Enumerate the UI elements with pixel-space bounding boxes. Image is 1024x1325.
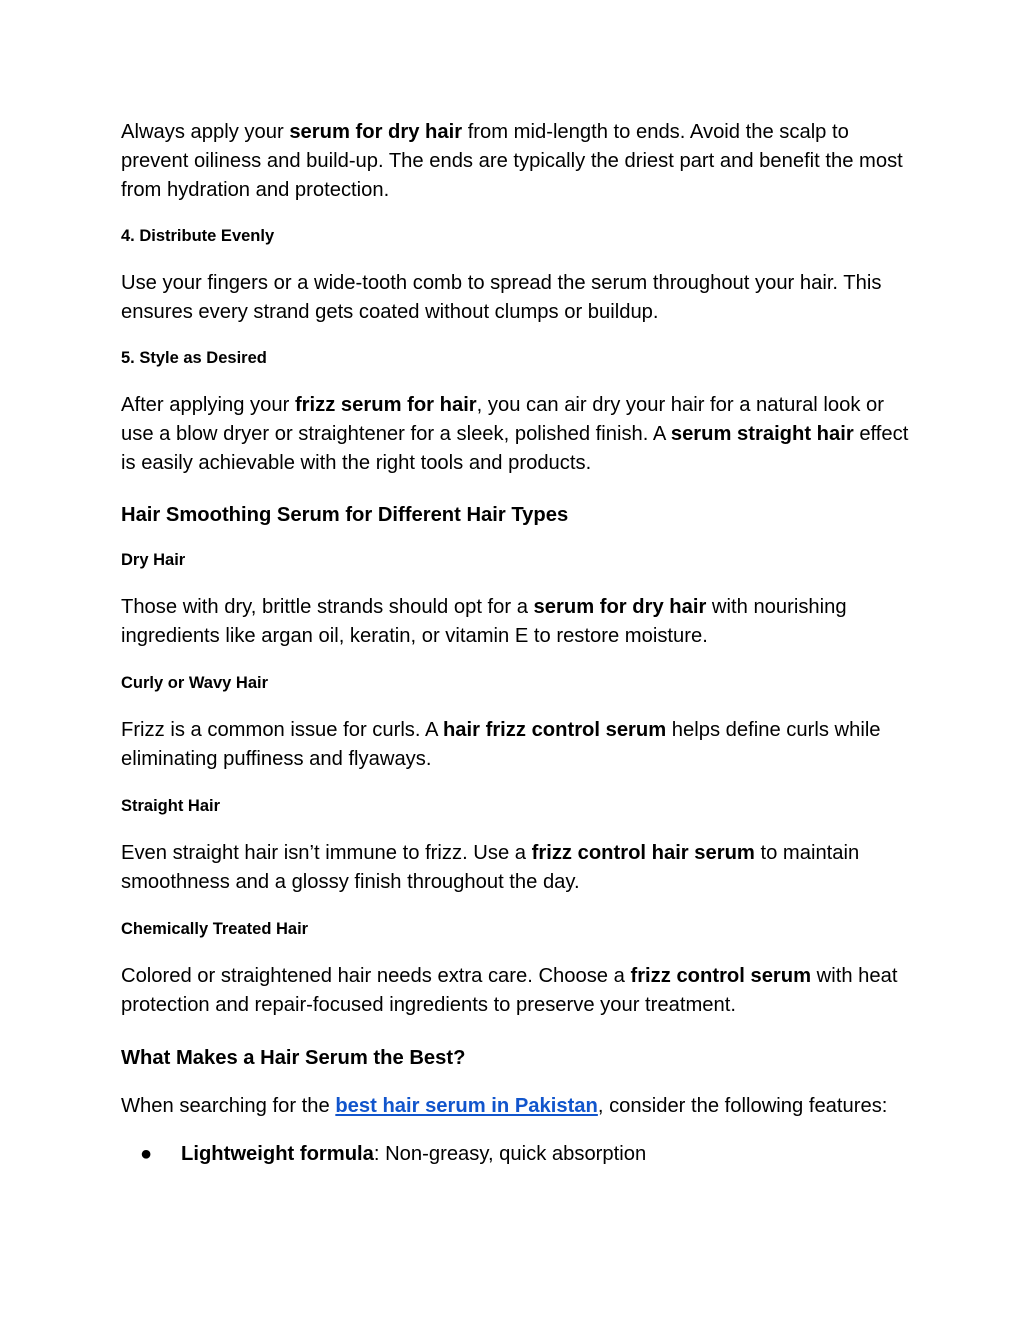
section-heading-best-serum: What Makes a Hair Serum the Best? <box>121 1047 466 1069</box>
text: Colored or straightened hair needs extra care. Choose a <box>121 965 631 987</box>
text: When searching for the <box>121 1095 336 1117</box>
text: , you can air dry your hair for a natural look or use a blow dryer or straightener for a sleek, polished finish. A <box>121 394 884 445</box>
text: Always apply your <box>121 121 290 143</box>
paragraph-style <box>121 391 911 478</box>
bold-term: frizz serum for hair <box>294 394 477 416</box>
bold-term: frizz control hair serum <box>531 842 755 864</box>
text: Use your fingers or a wide-tooth comb to spread the serum throughout your hair. This ensures every strand gets coated without clumps or buildup. <box>121 272 882 323</box>
bullet-icon: ● <box>140 1143 153 1165</box>
subheading-curly-hair: Curly or Wavy Hair <box>121 674 269 692</box>
bold-term: serum straight hair <box>670 423 854 445</box>
bullet-label: Lightweight formula <box>181 1143 374 1165</box>
subheading-dry-hair: Dry Hair <box>121 551 186 569</box>
text: After applying your <box>121 394 295 416</box>
bold-term: serum for dry hair <box>533 596 707 618</box>
document-page <box>121 118 911 1169</box>
text: with nourishing ingredients like argan oil, keratin, or vitamin E to restore moisture. <box>121 596 847 647</box>
step-heading-distribute: 4. Distribute Evenly <box>121 227 275 245</box>
paragraph-straight-hair <box>121 839 911 897</box>
subheading-straight-hair: Straight Hair <box>121 797 221 815</box>
bold-term: serum for dry hair <box>289 121 463 143</box>
text: Even straight hair isn’t immune to frizz. Use a <box>121 842 532 864</box>
paragraph-chemically-treated <box>121 962 911 1020</box>
bold-term: frizz control serum <box>630 965 812 987</box>
text: Those with dry, brittle strands should opt for a <box>121 596 534 618</box>
bullet-text: : Non-greasy, quick absorption <box>373 1143 647 1165</box>
paragraph-best-serum <box>121 1092 911 1121</box>
paragraph-distribute <box>121 269 911 327</box>
paragraph-curly-hair <box>121 716 911 774</box>
best-hair-serum-link[interactable]: best hair serum in Pakistan <box>335 1095 598 1117</box>
text: helps define curls while eliminating puffiness and flyaways. <box>121 719 881 770</box>
bold-term: hair frizz control serum <box>442 719 667 741</box>
step-heading-style: 5. Style as Desired <box>121 349 267 367</box>
text: , consider the following features: <box>597 1095 888 1117</box>
text: with heat protection and repair-focused ingredients to preserve your treatment. <box>121 965 898 1016</box>
paragraph-apply-ends <box>121 118 911 205</box>
list-item <box>121 1140 911 1169</box>
text: to maintain smoothness and a glossy finish throughout the day. <box>121 842 860 893</box>
section-heading-hair-types: Hair Smoothing Serum for Different Hair Types <box>121 504 569 526</box>
subheading-chemically-treated: Chemically Treated Hair <box>121 920 309 938</box>
features-list <box>121 1140 911 1169</box>
paragraph-dry-hair <box>121 593 911 651</box>
text: Frizz is a common issue for curls. A <box>121 719 443 741</box>
text: from mid-length to ends. Avoid the scalp to prevent oiliness and build-up. The ends are typically the driest part and benefit the most from hydration and protection. <box>121 121 903 201</box>
text: effect is easily achievable with the right tools and products. <box>121 423 909 474</box>
